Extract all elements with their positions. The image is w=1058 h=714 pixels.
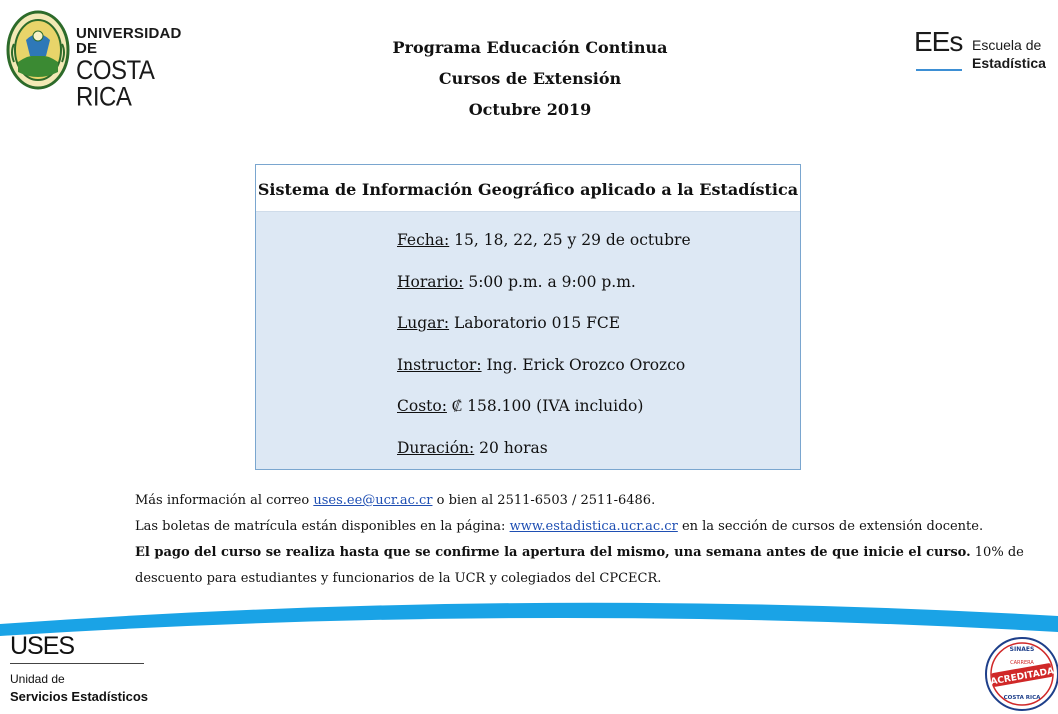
detail-duracion (397, 437, 691, 479)
detail-label: Instructor: (397, 355, 482, 374)
ucr-seal-icon (6, 10, 70, 90)
info-text: 10% de (970, 545, 1024, 560)
info-forms (135, 517, 984, 543)
course-box (255, 164, 801, 470)
ees-text (972, 36, 1046, 72)
info-text: en la sección de cursos de extensión docente. (677, 519, 984, 534)
detail-value: 5:00 p.m. a 9:00 p.m. (463, 272, 636, 291)
ees-line1: Escuela de (972, 37, 1042, 53)
info-text: Más información al correo (135, 493, 314, 508)
badge-middle-text: ACREDITADA (989, 666, 1055, 688)
email-link[interactable]: uses.ee@ucr.ac.cr (313, 493, 433, 508)
detail-label: Fecha: (397, 231, 450, 249)
detail-value: Laboratorio 015 FCE (449, 314, 621, 332)
info-payment (135, 543, 1024, 569)
program-title: Programa Educación Continua (392, 38, 668, 57)
info-section (135, 491, 1024, 595)
payment-notice: El pago del curso se realiza hasta que se confirme la apertura del mismo, una semana antes de que inicie el curso. (135, 545, 971, 560)
ucr-name-line1: UNIVERSIDAD DE (76, 25, 182, 57)
detail-value: ₡ 158.100 (IVA incluido) (446, 397, 644, 415)
badge-small-text: CARRERA (1010, 660, 1034, 666)
program-titles (330, 37, 730, 130)
detail-value: Ing. Erick Orozco Orozco (481, 355, 686, 374)
ucr-logo (6, 10, 196, 112)
ucr-name (76, 25, 196, 112)
detail-value: 15, 18, 22, 25 y 29 de octubre (449, 231, 691, 249)
uses-logo (10, 632, 160, 712)
detail-costo (397, 395, 691, 437)
detail-lugar (397, 312, 691, 354)
detail-label: Lugar: (397, 314, 450, 332)
badge-top-text: SINAES (1009, 646, 1035, 653)
detail-instructor (397, 354, 691, 396)
info-discount: descuento para estudiantes y funcionarios de la UCR y colegiados del CPCECR. (135, 571, 662, 586)
detail-horario (397, 271, 691, 313)
detail-label: Horario: (397, 272, 464, 291)
uses-subtitle (10, 671, 160, 706)
ees-logo (914, 28, 1054, 78)
website-link[interactable]: www.estadistica.ucr.ac.cr (509, 519, 678, 534)
ees-mark: EEs (914, 26, 963, 57)
ees-underline (916, 69, 962, 71)
uses-rule (10, 663, 144, 664)
uses-line2: Servicios Estadísticos (10, 689, 149, 704)
ees-line2: Estadística (972, 55, 1046, 71)
info-contact (135, 491, 935, 517)
uses-line1: Unidad de (10, 672, 65, 686)
courses-title: Cursos de Extensión (438, 69, 622, 88)
info-text: Las boletas de matrícula están disponibles en la página: (135, 519, 510, 534)
accreditation-badge-icon (984, 636, 1058, 712)
date-title: Octubre 2019 (468, 100, 592, 119)
course-details (397, 229, 691, 478)
ucr-name-line2: COSTA RICA (76, 55, 154, 112)
detail-value: 20 horas (474, 438, 548, 457)
info-text: o bien al 2511-6503 / 2511-6486. (432, 493, 656, 508)
badge-bottom-text: COSTA RICA (1003, 695, 1041, 701)
course-title: Sistema de Información Geográfico aplicado a la Estadística (256, 165, 800, 212)
uses-mark: USES (10, 632, 75, 660)
detail-fecha (397, 229, 691, 271)
detail-label: Duración: (397, 438, 475, 457)
detail-label: Costo: (397, 397, 447, 415)
